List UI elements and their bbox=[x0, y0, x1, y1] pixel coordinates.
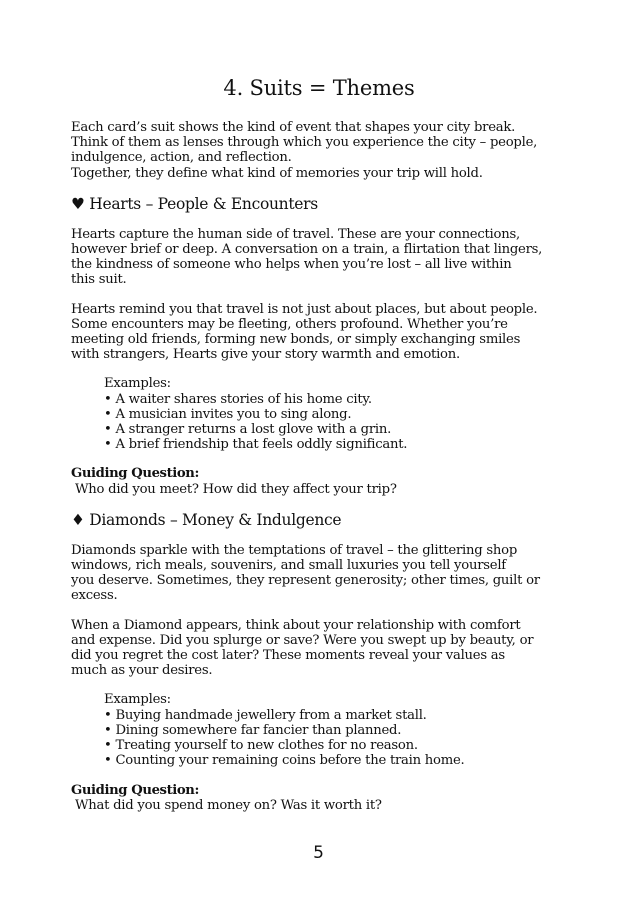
hearts-examples bbox=[71, 376, 567, 452]
diamonds-section bbox=[71, 511, 567, 813]
example-item: • A musician invites you to sing along. bbox=[104, 406, 352, 422]
example-item: • Counting your remaining coins before the train home. bbox=[104, 753, 465, 769]
guiding-question-label: Guiding Question: bbox=[71, 466, 199, 482]
guiding-question: Who did you meet? How did they affect your trip? bbox=[71, 481, 397, 497]
hearts-paragraph-2: Hearts remind you that travel is not just about places, but about people. Some encounters may be fleeting, others profound. Whether you’re meeting old friends, forming new bonds, or simply exchanging smiles with strangers, Hearts give your story warmth and emotion. bbox=[71, 301, 538, 363]
intro-paragraph: Each card’s suit shows the kind of event that shapes your city break. Think of them as lenses through which you experience the city – people, indulgence, action, and reflection. Together, they define what kind of memories your trip will hold. bbox=[71, 120, 538, 181]
diamonds-heading: ♦ Diamonds – Money & Indulgence bbox=[71, 510, 342, 529]
hearts-section bbox=[71, 195, 567, 497]
diamonds-examples bbox=[71, 692, 567, 768]
example-item: • A stranger returns a lost glove with a grin. bbox=[104, 422, 392, 438]
example-item: • Treating yourself to new clothes for no reason. bbox=[104, 738, 418, 754]
diamonds-paragraph-2: When a Diamond appears, think about your relationship with comfort and expense. Did you splurge or save? Were you swept up by beauty, or did you regret the cost later? These moments reveal your values as much as your desires. bbox=[71, 617, 534, 679]
guiding-question: What did you spend money on? Was it worth it? bbox=[71, 797, 382, 813]
example-item: • Dining somewhere far fancier than planned. bbox=[104, 722, 402, 738]
example-item: • A waiter shares stories of his home city. bbox=[104, 391, 372, 407]
hearts-paragraph-1: Hearts capture the human side of travel. These are your connections, however brief or deep. A conversation on a train, a flirtation that lingers, the kindness of someone who helps when you’re lost – all live within this suit. bbox=[71, 226, 543, 288]
page-number: 5 bbox=[313, 843, 324, 863]
examples-label: Examples: bbox=[104, 376, 171, 392]
example-item: • Buying handmade jewellery from a market stall. bbox=[104, 707, 427, 723]
guiding-question-label: Guiding Question: bbox=[71, 782, 199, 798]
diamonds-paragraph-1: Diamonds sparkle with the temptations of travel – the glittering shop windows, rich meals, souvenirs, and small luxuries you tell yourself you deserve. Sometimes, they represent generosity; other times, guilt or excess. bbox=[71, 542, 540, 604]
hearts-heading: ♥ Hearts – People & Encounters bbox=[71, 194, 318, 213]
page-title: 4. Suits = Themes bbox=[223, 76, 415, 100]
example-item: • A brief friendship that feels oddly significant. bbox=[104, 437, 408, 453]
examples-label: Examples: bbox=[104, 692, 171, 708]
